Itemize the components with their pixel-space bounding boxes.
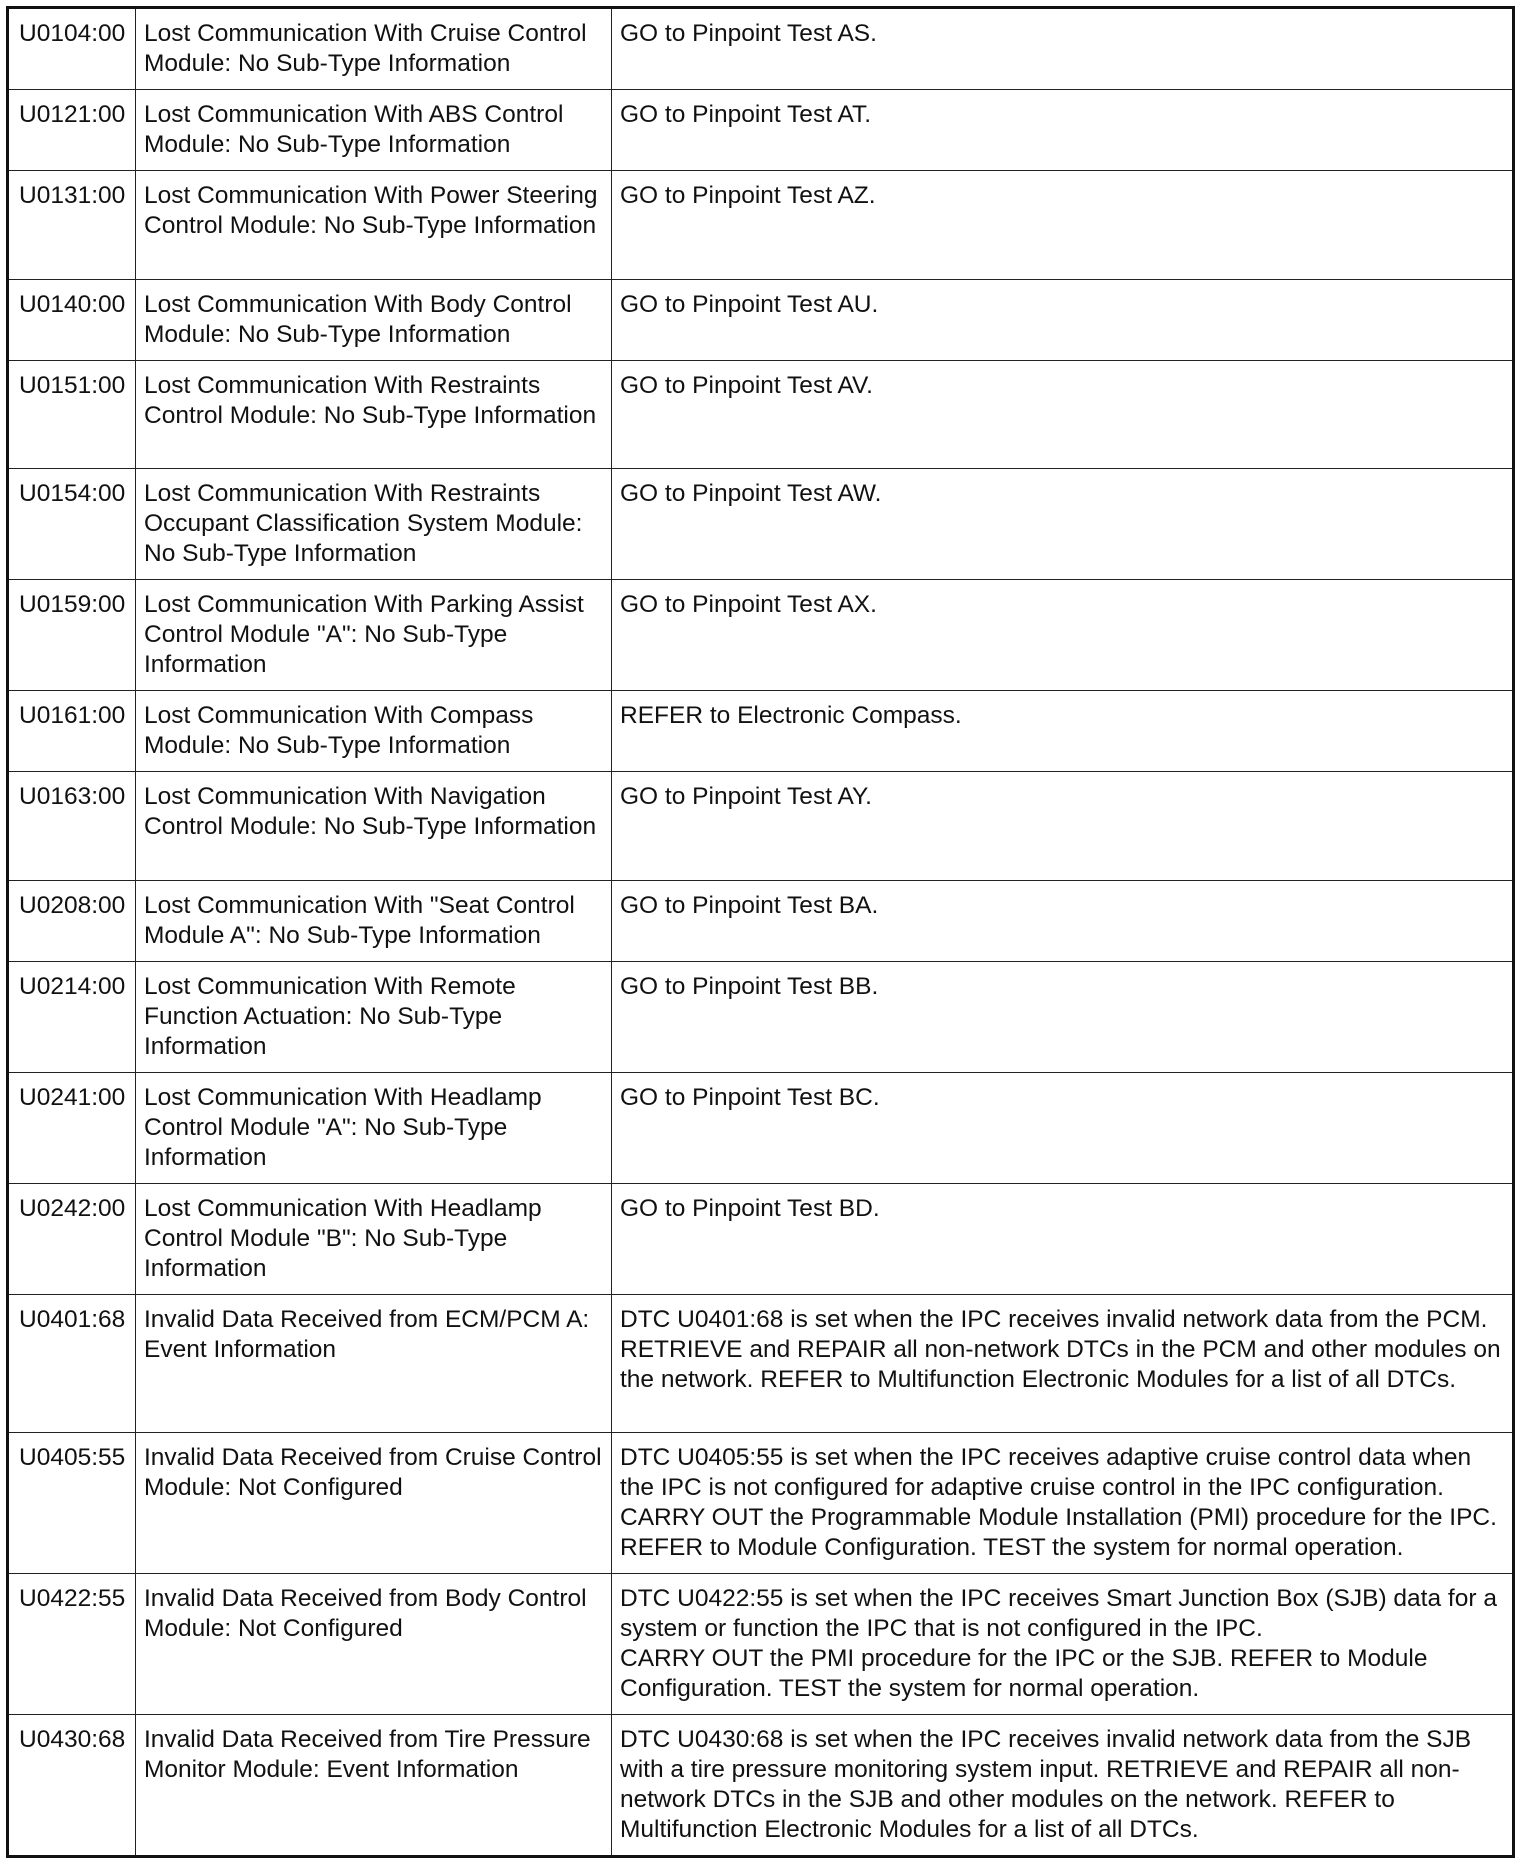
dtc-action: GO to Pinpoint Test AX. — [612, 580, 1514, 691]
dtc-action: GO to Pinpoint Test AT. — [612, 90, 1514, 171]
dtc-document — [6, 6, 1512, 1858]
dtc-code: U0163:00 — [8, 772, 136, 881]
dtc-description: Lost Communication With Cruise Control Module: No Sub-Type Information — [136, 8, 612, 90]
dtc-description: Lost Communication With Restraints Control Module: No Sub-Type Information — [136, 361, 612, 469]
dtc-code: U0242:00 — [8, 1184, 136, 1295]
dtc-code: U0405:55 — [8, 1433, 136, 1574]
dtc-action: DTC U0405:55 is set when the IPC receives adaptive cruise control data when the IPC is not configured for adaptive cruise control in the IPC configuration. CARRY OUT the Programmable Module Installation (PMI) procedure for the IPC. REFER to Module Configuration. TEST the system for normal operation. — [612, 1433, 1514, 1574]
dtc-action: DTC U0401:68 is set when the IPC receives invalid network data from the PCM. RETRIEVE and REPAIR all non-network DTCs in the PCM and other modules on the network. REFER to Multifunction Electronic Modules for a list of all DTCs. — [612, 1295, 1514, 1433]
dtc-code: U0401:68 — [8, 1295, 136, 1433]
dtc-description: Lost Communication With Remote Function Actuation: No Sub-Type Information — [136, 962, 612, 1073]
dtc-description: Lost Communication With "Seat Control Module A": No Sub-Type Information — [136, 881, 612, 962]
dtc-action: DTC U0422:55 is set when the IPC receives Smart Junction Box (SJB) data for a system or function the IPC that is not configured in the IPC. CARRY OUT the PMI procedure for the IPC or the SJB. REFER to Module Configuration. TEST the system for normal operation. — [612, 1574, 1514, 1715]
table-row — [8, 772, 1514, 881]
table-row — [8, 580, 1514, 691]
table-row — [8, 1574, 1514, 1715]
table-row — [8, 1715, 1514, 1857]
table-row — [8, 90, 1514, 171]
dtc-action: GO to Pinpoint Test AZ. — [612, 171, 1514, 280]
dtc-description: Lost Communication With ABS Control Module: No Sub-Type Information — [136, 90, 612, 171]
dtc-code: U0131:00 — [8, 171, 136, 280]
dtc-description: Lost Communication With Navigation Control Module: No Sub-Type Information — [136, 772, 612, 881]
dtc-code: U0208:00 — [8, 881, 136, 962]
dtc-action: GO to Pinpoint Test AV. — [612, 361, 1514, 469]
dtc-code: U0159:00 — [8, 580, 136, 691]
table-row — [8, 691, 1514, 772]
dtc-action: GO to Pinpoint Test AW. — [612, 469, 1514, 580]
dtc-code: U0422:55 — [8, 1574, 136, 1715]
dtc-description: Invalid Data Received from Tire Pressure Monitor Module: Event Information — [136, 1715, 612, 1857]
dtc-code: U0214:00 — [8, 962, 136, 1073]
dtc-action: GO to Pinpoint Test BA. — [612, 881, 1514, 962]
dtc-action: GO to Pinpoint Test BD. — [612, 1184, 1514, 1295]
dtc-code: U0241:00 — [8, 1073, 136, 1184]
table-row — [8, 1433, 1514, 1574]
dtc-description: Invalid Data Received from Body Control Module: Not Configured — [136, 1574, 612, 1715]
dtc-description: Lost Communication With Compass Module: No Sub-Type Information — [136, 691, 612, 772]
dtc-description: Invalid Data Received from ECM/PCM A: Event Information — [136, 1295, 612, 1433]
dtc-code: U0430:68 — [8, 1715, 136, 1857]
table-row — [8, 1073, 1514, 1184]
dtc-action: GO to Pinpoint Test BC. — [612, 1073, 1514, 1184]
dtc-description: Lost Communication With Power Steering Control Module: No Sub-Type Information — [136, 171, 612, 280]
dtc-description: Lost Communication With Body Control Module: No Sub-Type Information — [136, 280, 612, 361]
table-row — [8, 962, 1514, 1073]
dtc-table — [6, 6, 1515, 1858]
table-row — [8, 8, 1514, 90]
dtc-description: Lost Communication With Headlamp Control Module "B": No Sub-Type Information — [136, 1184, 612, 1295]
table-row — [8, 280, 1514, 361]
table-row — [8, 361, 1514, 469]
dtc-action: REFER to Electronic Compass. — [612, 691, 1514, 772]
dtc-action: GO to Pinpoint Test BB. — [612, 962, 1514, 1073]
dtc-code: U0104:00 — [8, 8, 136, 90]
dtc-action: GO to Pinpoint Test AU. — [612, 280, 1514, 361]
dtc-code: U0140:00 — [8, 280, 136, 361]
dtc-description: Lost Communication With Headlamp Control Module "A": No Sub-Type Information — [136, 1073, 612, 1184]
dtc-code: U0154:00 — [8, 469, 136, 580]
dtc-action: DTC U0430:68 is set when the IPC receives invalid network data from the SJB with a tire pressure monitoring system input. RETRIEVE and REPAIR all non-network DTCs in the SJB and other modules on the network. REFER to Multifunction Electronic Modules for a list of all DTCs. — [612, 1715, 1514, 1857]
dtc-action: GO to Pinpoint Test AS. — [612, 8, 1514, 90]
dtc-code: U0121:00 — [8, 90, 136, 171]
dtc-description: Invalid Data Received from Cruise Control Module: Not Configured — [136, 1433, 612, 1574]
dtc-description: Lost Communication With Restraints Occupant Classification System Module: No Sub-Type Information — [136, 469, 612, 580]
dtc-code: U0161:00 — [8, 691, 136, 772]
dtc-description: Lost Communication With Parking Assist Control Module "A": No Sub-Type Information — [136, 580, 612, 691]
table-row — [8, 1295, 1514, 1433]
dtc-code: U0151:00 — [8, 361, 136, 469]
table-row — [8, 1184, 1514, 1295]
table-row — [8, 171, 1514, 280]
dtc-action: GO to Pinpoint Test AY. — [612, 772, 1514, 881]
dtc-table-body — [8, 8, 1514, 1857]
table-row — [8, 469, 1514, 580]
table-row — [8, 881, 1514, 962]
